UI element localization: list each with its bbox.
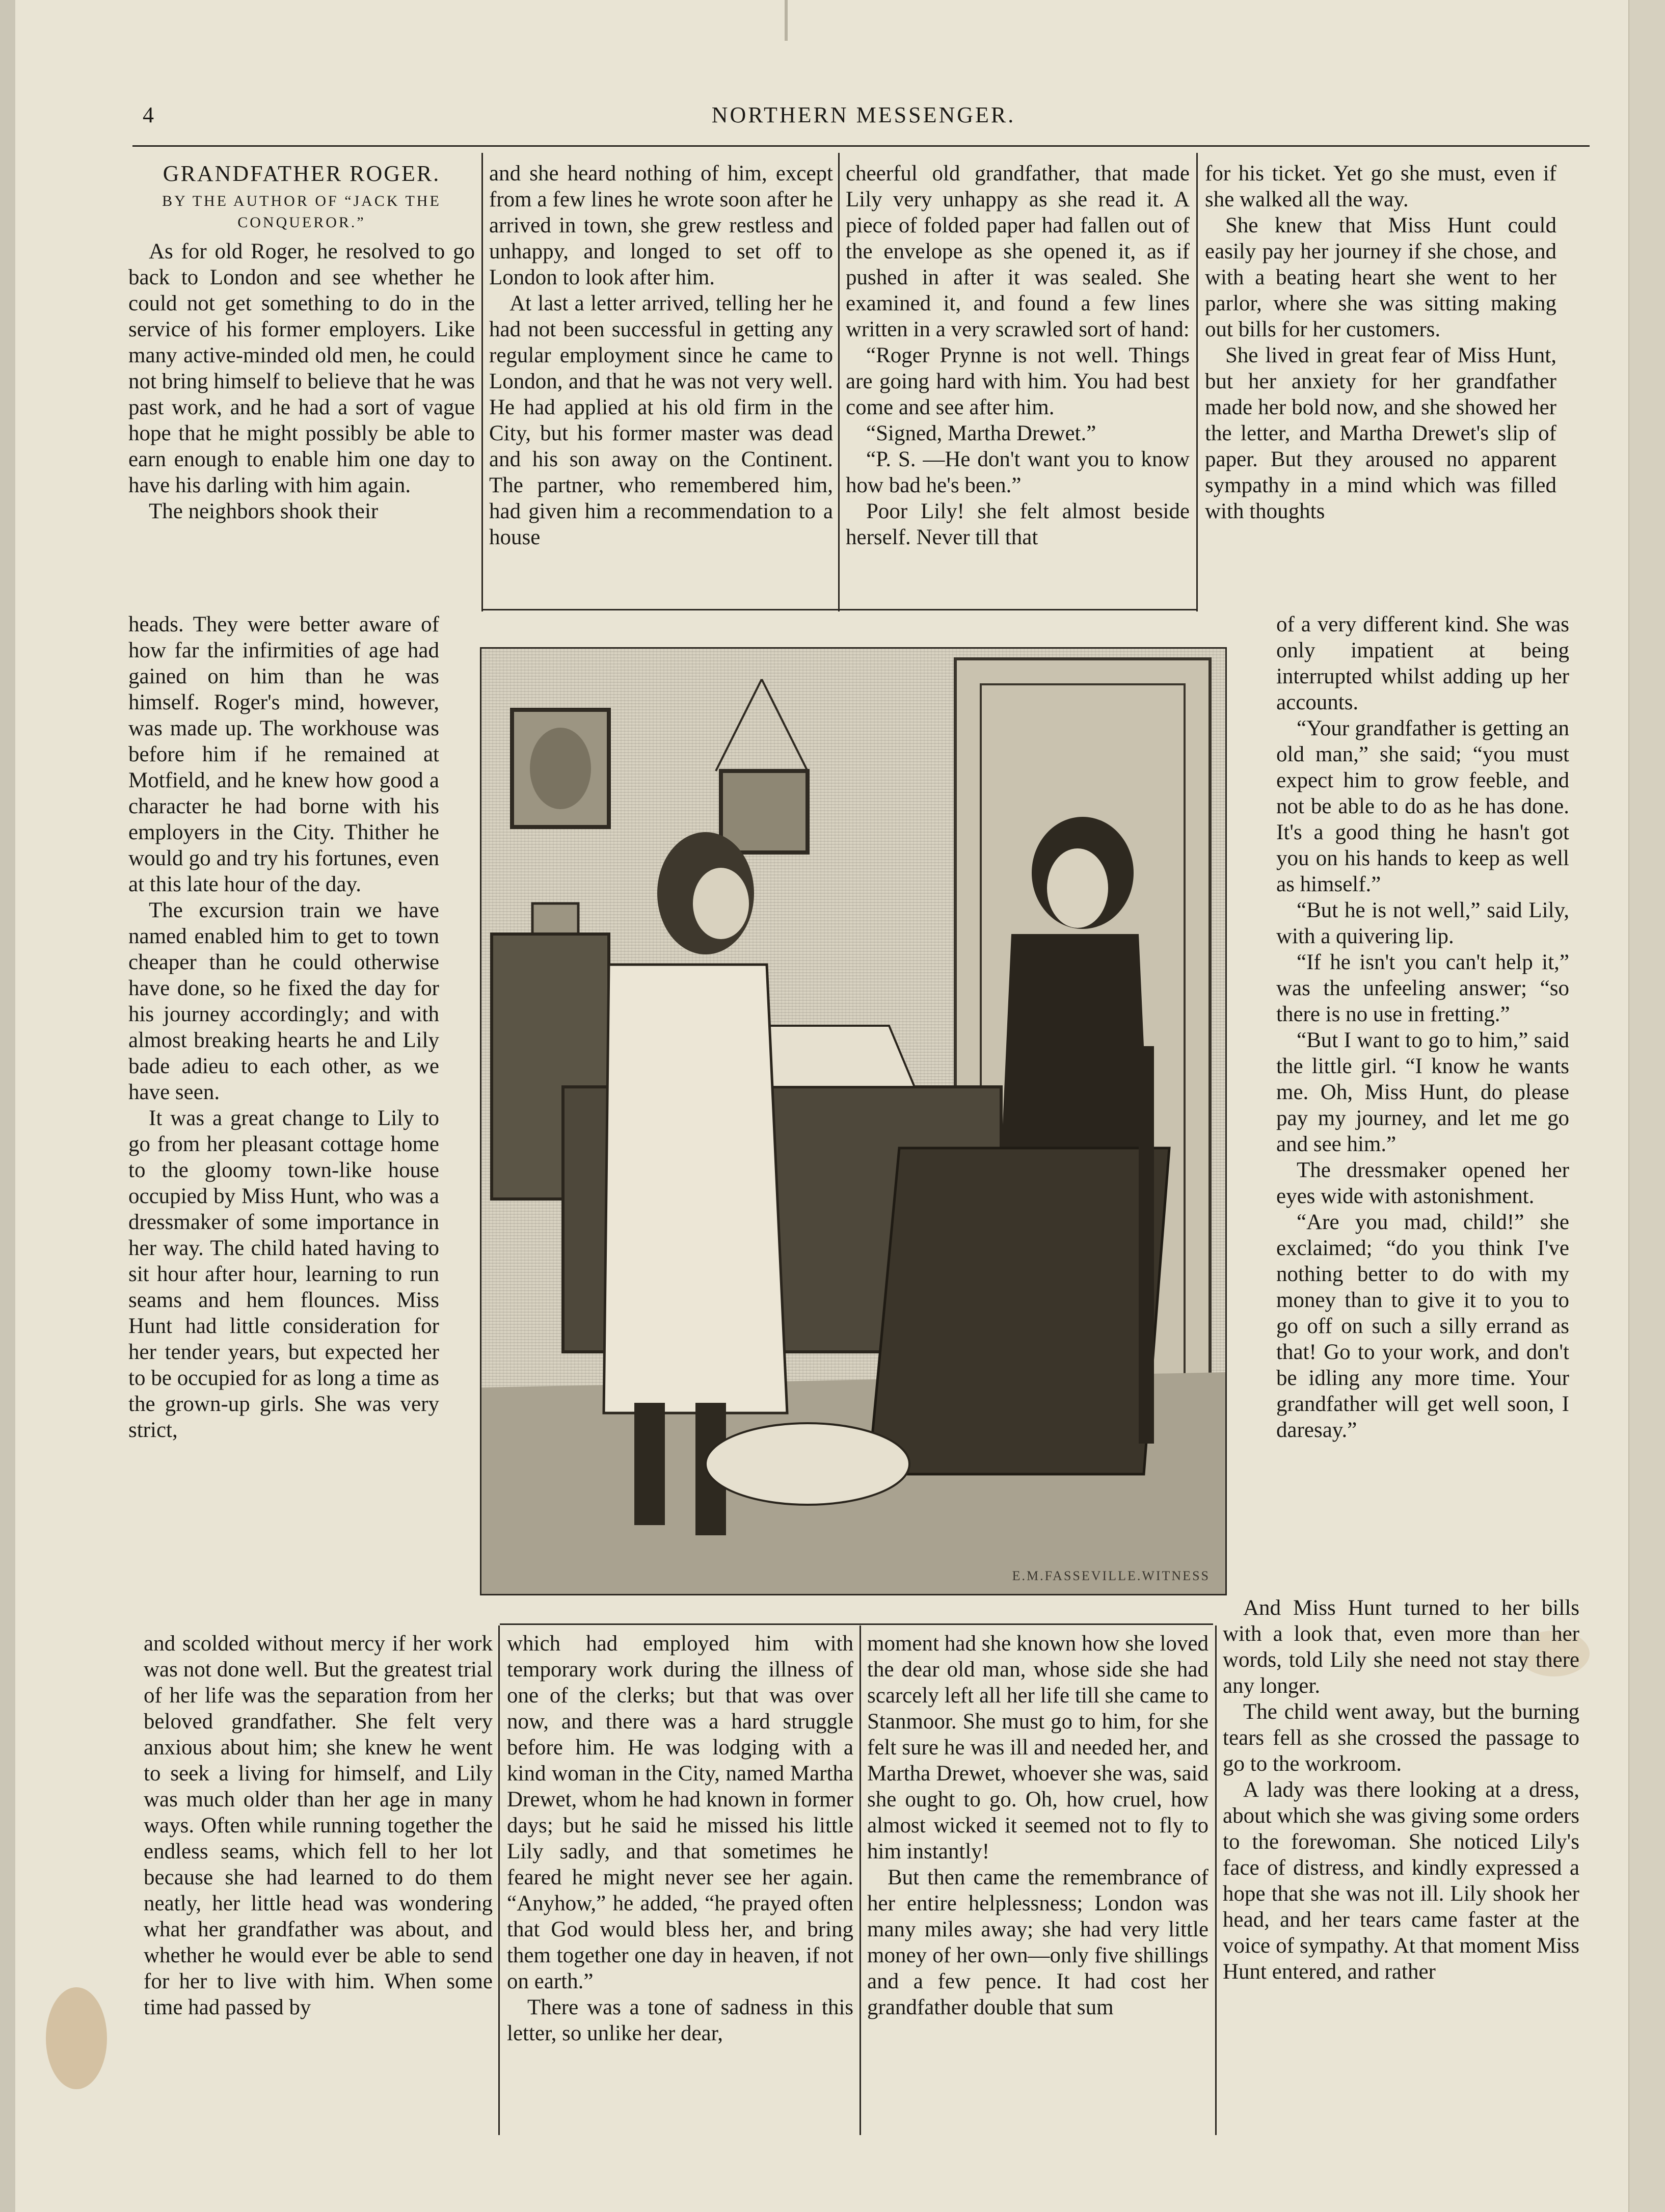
paragraph: Poor Lily! she felt almost beside herself. Never till that	[846, 499, 1190, 549]
paragraph: And Miss Hunt turned to her bills with a look that, even more than her words, told Lily she need not stay there any longer.	[1223, 1596, 1579, 1698]
column-4-bottom	[1223, 1595, 1579, 1985]
column-rule	[838, 153, 840, 611]
article-title: GRANDFATHER ROGER.	[163, 161, 441, 186]
paragraph: heads. They were better aware of how far the infirmities of age had gained on him than he was himself. Roger's mind, however, was made up. The workhouse was before him if he remained at Motfield, and he knew how good a character he had borne with his employers in the City. Thither he would go and try his fortunes, even at this late hour of the day.	[128, 612, 439, 896]
paragraph: As for old Roger, he resolved to go back to London and see whether he could not get something to do in the service of his former employers. Like many active-minded old men, he could not bring himself to believe that he was past work, and he had a sort of vague hope that he might possibly be able to earn enough to enable him one day to have his darling with him again.	[128, 239, 475, 497]
paragraph: “But he is not well,” said Lily, with a quivering lip.	[1276, 898, 1569, 948]
engraver-credit: E.M.FASSEVILLE.WITNESS	[1012, 1568, 1210, 1583]
column-2-top	[489, 161, 833, 550]
paragraph: The excursion train we have named enabled him to get to town cheaper than he could otherwise have done, so he fixed the day for his journey accordingly; and with almost breaking hearts he and Lily bade adieu to each other, as we have seen.	[128, 898, 439, 1104]
paragraph: moment had she known how she loved the dear old man, whose side she had scarcely left all her life till she came to Stanmoor. She must go to him, for she felt sure he was ill and needed her, and Martha Drewet, whoever she was, said she ought to go. Oh, how cruel, how almost wicked it seemed not to fly to him instantly!	[867, 1632, 1209, 1863]
page-number: 4	[143, 102, 156, 127]
column-1-middle	[128, 611, 439, 1443]
paragraph: which had employed him with temporary work during the illness of one of the clerks; but that was over now, and there was a hard struggle before him. He was lodging with a kind woman in the City, named Martha Drewet, whom he had known in former days; but he said he missed his little Lily sadly, and that sometimes he feared he might never see her again. “Anyhow,” he added, “he prayed often that God would bless her, and bring them together one day in heaven, if not on earth.”	[507, 1632, 853, 1993]
paragraph: It was a great change to Lily to go from her pleasant cottage home to the gloomy town-like house occupied by Miss Hunt, who was a dressmaker of some importance in her way. The child hated having to sit hour after hour, learning to run seams and hem flounces. Miss Hunt had little consideration for her tender years, but expected her to be occupied for as long a time as the grown-up girls. She was very strict,	[128, 1106, 439, 1442]
column-rule	[1215, 1625, 1217, 2135]
paragraph: At last a letter arrived, telling her he had not been successful in getting any regular employment since he came to London, and that he was not very well. He had applied at his old firm in the City, but his former master was dead and his son away on the Continent. The partner, who remembered him, had given him a recommendation to a house	[489, 291, 833, 549]
paragraph: A lady was there looking at a dress, about which she was giving some orders to the forewoman. She noticed Lily's face of distress, and kindly expressed a hope that she was not ill. Lily shook her head, and her tears came faster at the voice of sympathy. At that moment Miss Hunt entered, and rather	[1223, 1778, 1579, 1984]
paragraph: “But I want to go to him,” said the little girl. “I know he wants me. Oh, Miss Hunt, do please pay my journey, and let me go and see him.”	[1276, 1028, 1569, 1156]
paragraph: cheerful old grandfather, that made Lily very unhappy as she read it. A piece of folded paper had fallen out of the envelope as she opened it, as if pushed in after it was sealed. She examined it, and found a few lines written in a very scrawled sort of hand:	[846, 162, 1190, 341]
paragraph: and she heard nothing of him, except from a few lines he wrote soon after he arrived in town, she grew restless and unhappy, and longed to set off to London to look after him.	[489, 162, 833, 289]
paragraph: and scolded without mercy if her work was not done well. But the greatest trial of her life was the separation from her beloved grandfather. She felt very anxious about him; she knew he went to seek a living for himself, and Lily was much older than her age in many ways. Often while running together the endless seams, which fell to her lot because she had learned to do them neatly, her little head was wondering what her grandfather was about, and whether he would ever be able to send for her to live with him. When some time had passed by	[144, 1632, 493, 2019]
column-4-middle	[1276, 611, 1569, 1443]
column-rule	[860, 1625, 861, 2135]
column-2-bottom	[507, 1631, 853, 2046]
page-header	[143, 102, 1585, 132]
section-rule	[483, 609, 1196, 610]
engraving-illustration	[480, 647, 1227, 1595]
column-3-top	[846, 161, 1190, 550]
paragraph: The child went away, but the burning tears fell as she crossed the passage to go to the workroom.	[1223, 1700, 1579, 1776]
column-1-top	[128, 161, 475, 524]
paragraph: “Your grandfather is getting an old man,” she said; “you must expect him to grow feeble, and not be able to do as he has done. It's a good thing he hasn't got you on his hands to keep as well as himself.”	[1276, 716, 1569, 896]
paper-stain	[46, 1987, 107, 2089]
paragraph: There was a tone of sadness in this letter, so unlike her dear,	[507, 1995, 853, 2045]
column-4-top	[1205, 161, 1556, 524]
paragraph: “If he isn't you can't help it,” was the unfeeling answer; “so there is no use in fretting.”	[1276, 950, 1569, 1026]
paragraph: The dressmaker opened her eyes wide with astonishment.	[1276, 1158, 1569, 1208]
paragraph: of a very different kind. She was only impatient at being interrupted whilst adding up her accounts.	[1276, 612, 1569, 714]
page-fold	[785, 0, 788, 41]
letter-signature: “Signed, Martha Drewet.”	[866, 421, 1096, 445]
paragraph: “P. S. —He don't want you to know how bad he's been.”	[846, 447, 1190, 497]
column-rule	[481, 153, 483, 611]
newspaper-page	[15, 0, 1665, 2212]
paragraph: “Roger Prynne is not well. Things are going hard with him. You had best come and see after him.	[846, 343, 1190, 419]
header-rule	[132, 145, 1590, 147]
column-1-bottom	[144, 1631, 493, 2020]
column-rule	[1196, 153, 1198, 611]
running-title: NORTHERN MESSENGER.	[711, 102, 1016, 127]
article-byline: BY THE AUTHOR OF “JACK THE CONQUEROR.”	[162, 193, 441, 231]
torn-edge	[1628, 0, 1665, 2212]
column-rule	[498, 1625, 500, 2135]
paragraph: But then came the remembrance of her entire helplessness; London was many miles away; she had very little money of her own—only five shillings and a few pence. It had cost her grandfather double that sum	[867, 1865, 1209, 2019]
paragraph: The neighbors shook their	[149, 499, 379, 523]
column-3-bottom	[867, 1631, 1209, 2020]
paragraph: She knew that Miss Hunt could easily pay her journey if she chose, and with a beating heart she went to her parlor, where she was sitting making out bills for her customers.	[1205, 214, 1556, 341]
paragraph: “Are you mad, child!” she exclaimed; “do you think I've nothing better to do with my money than to give it to you to go off on such a silly errand as that! Go to your work, and don't be idling any more time. Your grandfather will get well soon, I daresay.”	[1276, 1210, 1569, 1442]
paragraph: She lived in great fear of Miss Hunt, but her anxiety for her grandfather made her bold now, and she showed her the letter, and Martha Drewet's slip of paper. But they aroused no apparent sympathy in a mind which was filled with thoughts	[1205, 343, 1556, 523]
section-rule	[500, 1623, 1213, 1625]
engraving-drawing	[481, 649, 1225, 1594]
paragraph: for his ticket. Yet go she must, even if she walked all the way.	[1205, 162, 1556, 211]
